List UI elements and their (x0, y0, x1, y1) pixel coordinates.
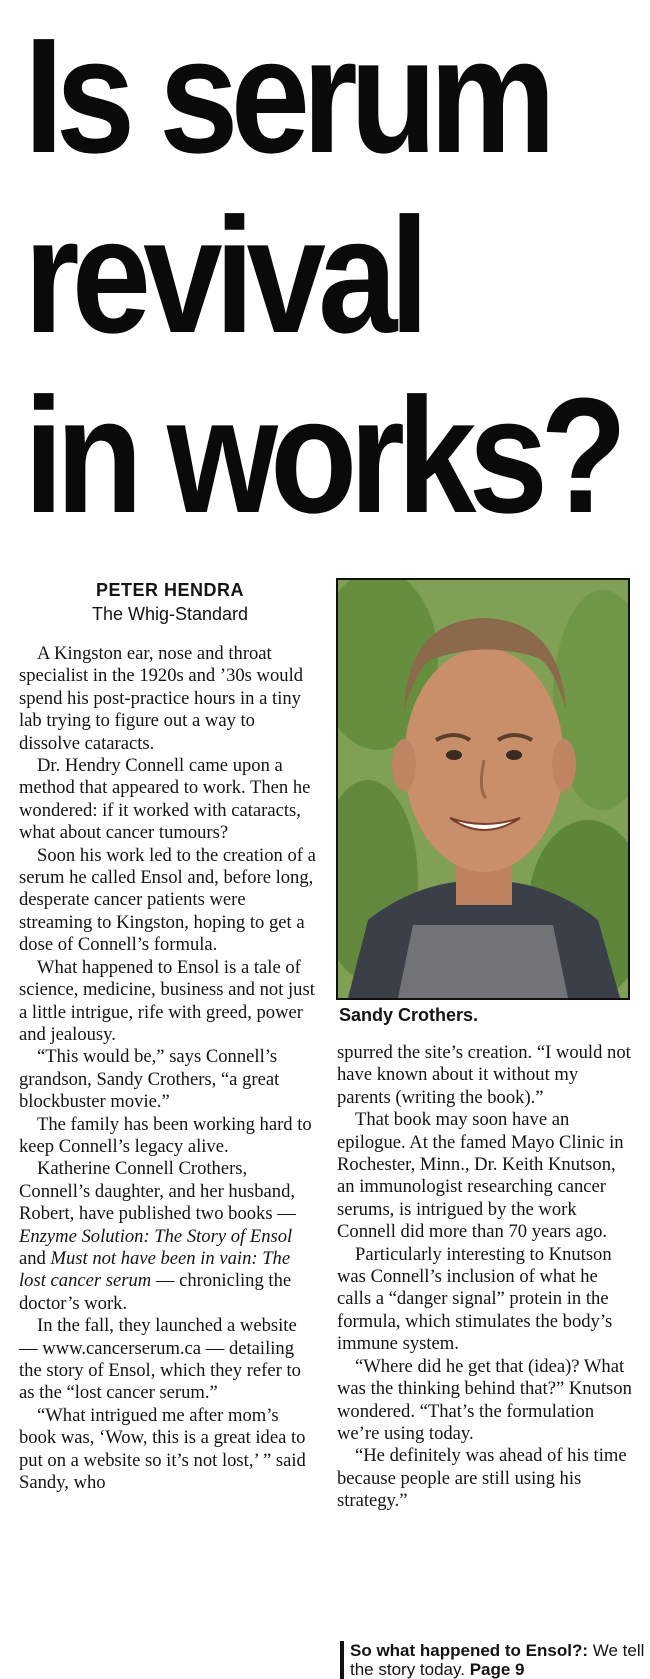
photo-caption: Sandy Crothers. (339, 1005, 479, 1025)
article-paragraph: What happened to Ensol is a tale of science, medicine, business and not just a little intrigue, rife with greed, power and jealousy. (19, 956, 315, 1045)
teaser-page-reference: Page 9 (469, 1660, 525, 1679)
article-paragraph-website: In the fall, they launched a website — www.cancerserum.ca — detailing the story of Ensol, which they refer to as the “lost cancer serum.” (19, 1315, 301, 1404)
portrait-illustration (338, 580, 628, 998)
books-and: and (19, 1247, 51, 1269)
article-paragraph: Particularly interesting to Knutson was Connell’s inclusion of what he calls a “danger signal” protein in the formula, which stimulates the body’s immune system. (337, 1243, 613, 1355)
article-paragraph: “He definitely was ahead of his time because people are still using his strategy.” (337, 1445, 627, 1512)
byline-publication: The Whig-Standard (91, 604, 249, 624)
article-paragraph-books (19, 1158, 319, 1315)
article-column-1 (19, 643, 319, 1494)
portrait-photo (336, 578, 630, 1000)
article-column-2 (337, 1042, 633, 1513)
headline (24, 4, 620, 547)
article-paragraph: Soon his work led to the creation of a serum he called Ensol and, before long, desperate cancer patients were streaming to Kingston, hoping to get a dose of Connell’s formula. (19, 844, 316, 956)
story-teaser (340, 1641, 650, 1679)
article-paragraph: “What intrigued me after mom’s book was, ‘Wow, this is a great idea to put on a website so it’s not lost,’ ” said Sandy, who (19, 1404, 306, 1494)
article-paragraph: “Where did he get that (idea)? What was the thinking behind that?” Knutson wondered. “That’s the formulation we’re using today. (337, 1355, 632, 1444)
article-paragraph: Dr. Hendry Connell came upon a method that appeared to work. Then he wondered: if it worked with cataracts, what about cancer tumours? (19, 755, 311, 844)
teaser-text: We tell the story today. (350, 1641, 645, 1679)
byline-author: PETER HENDRA (95, 580, 244, 600)
headline-line-1: Is serum (24, 4, 549, 187)
book-title-1: Enzyme Solution: The Story of Ensol (19, 1225, 293, 1247)
book-title-2: Must not have been in vain: The lost cancer serum (19, 1247, 291, 1292)
books-outro: — chronicling the doctor’s work. (19, 1270, 292, 1314)
teaser-question: So what happened to Ensol?: (350, 1641, 588, 1660)
books-intro: Katherine Connell Crothers, Connell’s daughter, and her husband, Robert, have published two books — (19, 1158, 296, 1225)
article-paragraph: A Kingston ear, nose and throat specialist in the 1920s and ’30s would spend his post-practice hours in a tiny lab trying to figure out a way to dissolve cataracts. (19, 643, 304, 754)
article-paragraph: “This would be,” says Connell’s grandson, Sandy Crothers, “a great blockbuster movie.” (19, 1046, 280, 1113)
article-paragraph: The family has been working hard to keep Connell’s legacy alive. (19, 1113, 312, 1157)
headline-line-2: revival (24, 184, 422, 367)
headline-line-3: in works? (24, 364, 620, 547)
article-paragraph-continued: spurred the site’s creation. “I would not have known about it without my parents (writing the book).” (337, 1042, 631, 1108)
byline (20, 578, 320, 626)
article-paragraph: That book may soon have an epilogue. At the famed Mayo Clinic in Rochester, Minn., Dr. Keith Knutson, an immunologist researching cancer serums, is intrigued by the work Connell did more than 70 years ago. (337, 1109, 624, 1243)
